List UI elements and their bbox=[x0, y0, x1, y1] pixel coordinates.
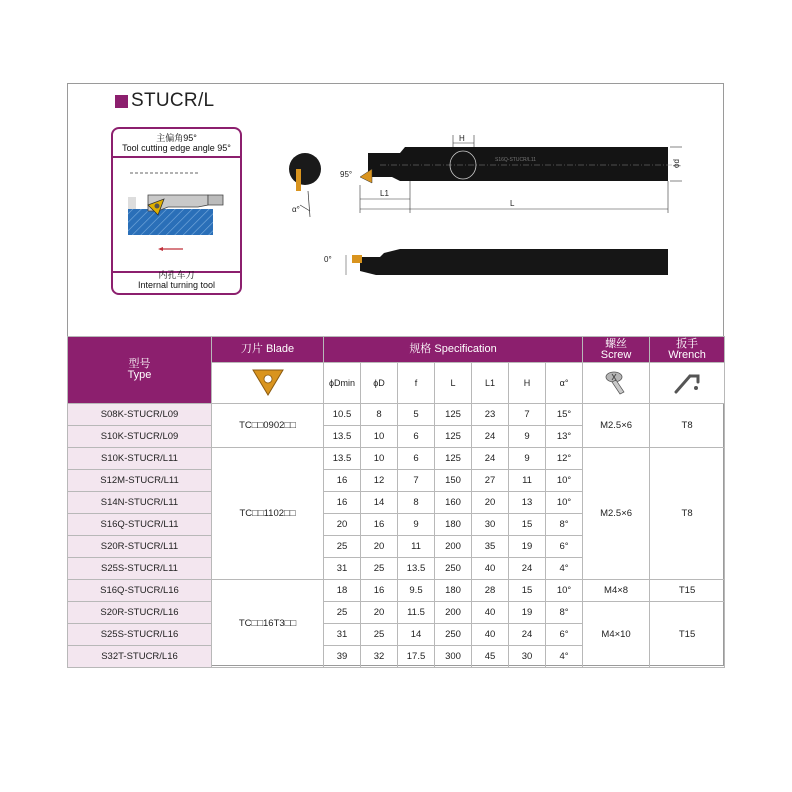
cell-alpha: 10° bbox=[546, 580, 583, 602]
cell-f: 11.5 bbox=[398, 602, 435, 624]
cell-l: 160 bbox=[435, 492, 472, 514]
triangle-insert-icon bbox=[251, 367, 285, 397]
wrench-icon bbox=[672, 368, 702, 396]
subheader-dmin: ϕDmin bbox=[324, 363, 361, 404]
cell-f: 9.5 bbox=[398, 580, 435, 602]
cell-l: 300 bbox=[435, 646, 472, 668]
table-row-type: S20R-STUCR/L16 bbox=[68, 602, 212, 624]
h-label: H bbox=[459, 134, 465, 143]
cell-h: 19 bbox=[509, 602, 546, 624]
cell-h: 24 bbox=[509, 558, 546, 580]
blade-cell: TC□□1102□□ bbox=[212, 448, 324, 580]
cell-alpha: 13° bbox=[546, 426, 583, 448]
cell-d: 32 bbox=[361, 646, 398, 668]
cell-dmin: 16 bbox=[324, 470, 361, 492]
cell-l: 200 bbox=[435, 602, 472, 624]
screw-cell: M4×10 bbox=[583, 602, 650, 668]
cell-d: 20 bbox=[361, 536, 398, 558]
cell-h: 19 bbox=[509, 536, 546, 558]
table-row-type: S08K-STUCR/L09 bbox=[68, 404, 212, 426]
header-wrench bbox=[650, 337, 725, 363]
side-bar bbox=[324, 249, 668, 275]
cell-l1: 40 bbox=[472, 558, 509, 580]
table-row-type: S32T-STUCR/L16 bbox=[68, 646, 212, 668]
cell-d: 25 bbox=[361, 624, 398, 646]
cell-f: 13.5 bbox=[398, 558, 435, 580]
table-row-type: S16Q-STUCR/L11 bbox=[68, 514, 212, 536]
main-bar bbox=[340, 134, 682, 213]
cell-l1: 20 bbox=[472, 492, 509, 514]
cell-dmin: 10.5 bbox=[324, 404, 361, 426]
cell-l: 125 bbox=[435, 426, 472, 448]
cell-h: 30 bbox=[509, 646, 546, 668]
cell-l: 125 bbox=[435, 448, 472, 470]
cell-alpha: 8° bbox=[546, 514, 583, 536]
cell-dmin: 16 bbox=[324, 492, 361, 514]
cell-h: 15 bbox=[509, 514, 546, 536]
cell-alpha: 10° bbox=[546, 470, 583, 492]
blade-cell: TC□□16T3□□ bbox=[212, 580, 324, 668]
cell-h: 9 bbox=[509, 426, 546, 448]
boring-diagram bbox=[128, 171, 228, 267]
bar-marking: S16Q-STUCR/L11 bbox=[495, 157, 537, 163]
info-caption-bottom bbox=[113, 270, 240, 290]
screw-image bbox=[583, 363, 650, 404]
table-row-type: S20R-STUCR/L11 bbox=[68, 536, 212, 558]
cell-dmin: 13.5 bbox=[324, 426, 361, 448]
cell-h: 24 bbox=[509, 624, 546, 646]
title-bullet bbox=[115, 95, 128, 108]
cell-dmin: 31 bbox=[324, 558, 361, 580]
info-divider-top bbox=[113, 156, 240, 158]
cell-l1: 24 bbox=[472, 448, 509, 470]
cell-alpha: 4° bbox=[546, 646, 583, 668]
cell-dmin: 13.5 bbox=[324, 448, 361, 470]
cell-h: 7 bbox=[509, 404, 546, 426]
cell-d: 8 bbox=[361, 404, 398, 426]
cell-h: 13 bbox=[509, 492, 546, 514]
alpha-label: α° bbox=[292, 205, 300, 214]
cell-l1: 24 bbox=[472, 426, 509, 448]
cell-dmin: 39 bbox=[324, 646, 361, 668]
l1-label: L1 bbox=[380, 189, 389, 198]
cell-d: 20 bbox=[361, 602, 398, 624]
cell-l1: 30 bbox=[472, 514, 509, 536]
table-row-type: S12M-STUCR/L11 bbox=[68, 470, 212, 492]
cell-h: 15 bbox=[509, 580, 546, 602]
screw-cell: M2.5×6 bbox=[583, 404, 650, 448]
tool-drawing bbox=[280, 125, 680, 285]
wrench-cell: T15 bbox=[650, 580, 725, 602]
cell-d: 16 bbox=[361, 514, 398, 536]
subheader-alpha: α° bbox=[546, 363, 583, 404]
header-wrench-cn: 扳手 bbox=[676, 337, 699, 350]
cell-dmin: 20 bbox=[324, 514, 361, 536]
cell-l: 125 bbox=[435, 404, 472, 426]
cell-l1: 27 bbox=[472, 470, 509, 492]
table-row-type: S16Q-STUCR/L16 bbox=[68, 580, 212, 602]
d-label: ϕd bbox=[672, 159, 681, 168]
cell-l1: 28 bbox=[472, 580, 509, 602]
header-type bbox=[68, 337, 212, 404]
cell-f: 7 bbox=[398, 470, 435, 492]
cell-f: 8 bbox=[398, 492, 435, 514]
cell-l: 150 bbox=[435, 470, 472, 492]
table-row-type: S25S-STUCR/L16 bbox=[68, 624, 212, 646]
cell-alpha: 6° bbox=[546, 536, 583, 558]
cell-f: 6 bbox=[398, 448, 435, 470]
header-type-cn: 型号 bbox=[128, 358, 151, 370]
cell-l1: 40 bbox=[472, 624, 509, 646]
cell-d: 12 bbox=[361, 470, 398, 492]
header-screw-cn: 螺丝 bbox=[605, 337, 628, 350]
cell-h: 9 bbox=[509, 448, 546, 470]
angle95-label: 95° bbox=[340, 170, 353, 179]
wrench-cell: T8 bbox=[650, 448, 725, 580]
cell-d: 25 bbox=[361, 558, 398, 580]
table-row-type: S10K-STUCR/L09 bbox=[68, 426, 212, 448]
cell-f: 5 bbox=[398, 404, 435, 426]
cell-d: 16 bbox=[361, 580, 398, 602]
header-type-en: Type bbox=[127, 369, 152, 381]
cell-alpha: 15° bbox=[546, 404, 583, 426]
cell-l: 200 bbox=[435, 536, 472, 558]
cell-dmin: 25 bbox=[324, 536, 361, 558]
cell-l: 180 bbox=[435, 514, 472, 536]
info-box bbox=[111, 127, 242, 295]
wrench-cell: T8 bbox=[650, 404, 725, 448]
cell-f: 17.5 bbox=[398, 646, 435, 668]
screw-icon bbox=[604, 368, 628, 396]
caption-bottom-en: Internal turning tool bbox=[137, 280, 216, 290]
cell-l1: 23 bbox=[472, 404, 509, 426]
caption-top-cn: 主偏角95° bbox=[156, 133, 197, 143]
cell-h: 11 bbox=[509, 470, 546, 492]
zero-label: 0° bbox=[324, 255, 332, 264]
cell-l1: 40 bbox=[472, 602, 509, 624]
cell-dmin: 18 bbox=[324, 580, 361, 602]
cell-alpha: 12° bbox=[546, 448, 583, 470]
blade-insert-image bbox=[212, 363, 324, 404]
cell-l1: 45 bbox=[472, 646, 509, 668]
header-wrench-en: Wrench bbox=[668, 348, 706, 361]
caption-bottom-cn: 内孔车刀 bbox=[158, 270, 195, 280]
header-screw-en: Screw bbox=[600, 348, 632, 361]
cell-f: 14 bbox=[398, 624, 435, 646]
wrench-image bbox=[650, 363, 725, 404]
cell-l: 250 bbox=[435, 624, 472, 646]
cell-dmin: 25 bbox=[324, 602, 361, 624]
cell-alpha: 10° bbox=[546, 492, 583, 514]
cell-d: 10 bbox=[361, 448, 398, 470]
caption-top-en: Tool cutting edge angle 95° bbox=[122, 143, 231, 153]
cell-d: 14 bbox=[361, 492, 398, 514]
cell-f: 9 bbox=[398, 514, 435, 536]
table-row-type: S10K-STUCR/L11 bbox=[68, 448, 212, 470]
spec-table bbox=[67, 336, 725, 668]
cell-l: 250 bbox=[435, 558, 472, 580]
subheader-f: f bbox=[398, 363, 435, 404]
cell-dmin: 31 bbox=[324, 624, 361, 646]
subheader-l: L bbox=[435, 363, 472, 404]
cell-alpha: 8° bbox=[546, 602, 583, 624]
subheader-h: H bbox=[509, 363, 546, 404]
title-text: STUCR/L bbox=[131, 90, 215, 111]
cell-alpha: 4° bbox=[546, 558, 583, 580]
table-row-type: S25S-STUCR/L11 bbox=[68, 558, 212, 580]
screw-cell: M2.5×6 bbox=[583, 448, 650, 580]
header-blade: 刀片 Blade bbox=[212, 337, 324, 363]
catalog-title bbox=[115, 90, 214, 112]
l-label: L bbox=[510, 199, 515, 208]
wrench-cell: T15 bbox=[650, 602, 725, 668]
info-caption-top bbox=[113, 133, 240, 153]
cell-l1: 35 bbox=[472, 536, 509, 558]
subheader-l1: L1 bbox=[472, 363, 509, 404]
cell-f: 11 bbox=[398, 536, 435, 558]
cell-d: 10 bbox=[361, 426, 398, 448]
header-spec: 规格 Specification bbox=[324, 337, 583, 363]
cell-f: 6 bbox=[398, 426, 435, 448]
blade-cell: TC□□0902□□ bbox=[212, 404, 324, 448]
header-screw bbox=[583, 337, 650, 363]
cell-alpha: 6° bbox=[546, 624, 583, 646]
subheader-d: ϕD bbox=[361, 363, 398, 404]
cell-l: 180 bbox=[435, 580, 472, 602]
table-row-type: S14N-STUCR/L11 bbox=[68, 492, 212, 514]
screw-cell: M4×8 bbox=[583, 580, 650, 602]
end-view bbox=[289, 153, 321, 217]
